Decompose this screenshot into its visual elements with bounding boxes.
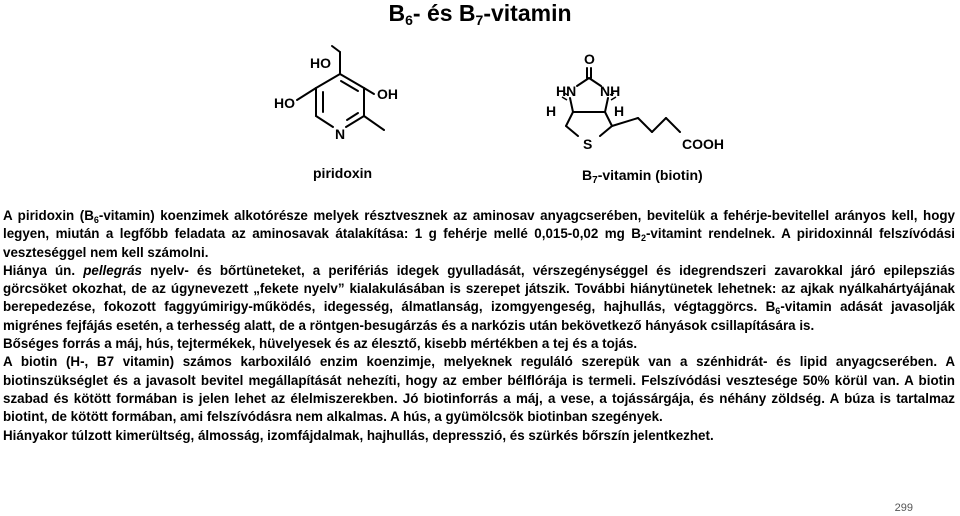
- page-number: 299: [894, 502, 913, 514]
- page-title: $B_6-$ és $B_7$-vitamin: [388, 0, 572, 28]
- biotin-caption: $B_7$-vitamin (biotin): [582, 167, 703, 186]
- pyridoxine-structure: [262, 48, 398, 153]
- paragraph-biotin: A biotin (H-, B7 vitamin) számos karboxiláló enzim koenzimje, melyeknek reguláló szerepük van a szénhidrát- és lipid anyagcserében. A biotinszükséglet és a javasolt bevitel megállapítását nehezíti, hogy az ember bélflórája is termeli. Felszívódási vesztesége 50% körül van. A biotin szabad és kötött formában is jelen lehet az élelmiszerekben. Jó biotinforrás a máj, a vese, a tojássárgája, és néhány zöldség. A búza is tartalmaz biotint, de kötött formában, ami felszívódásra nem alkalmas. A hús, a gyümölcsök biotinban szegények.: [3, 354, 955, 425]
- pyridoxine-atom-top-oh: HO: [310, 55, 331, 71]
- biotin-atom-h-right: H: [614, 103, 625, 119]
- biotin-atom-hn: HN: [556, 83, 577, 99]
- biotin-structure: [538, 48, 748, 158]
- biotin-atom-o: O: [584, 51, 595, 67]
- biotin-atom-nh: NH: [600, 83, 621, 99]
- paragraph-deficiency: Hiánya ún. pellegrás nyelv- és bőrtüneteket, a perifériás idegek gyulladását, vérszegénységgel és idegrendszeri zavarokkal járó epilepsziás görcsöket okozhat, de az úgynevezett „fekete nyelv” kialakulásában is szerepet játszik. További hiánytünetek lehetnek: az ajkak nyálkahártyájának berepedezése, fokozott faggyúmirigy-működés, idegesség, álmatlanság, izomgyengeség, hajhullás, végtaggörcs. $B_6$-vitamin adását javasolják migrénes fejfájás esetén, a terhesség alatt, de a röntgen-besugárzás és a narkózis után bekövetkező hányások csillapítására is.: [3, 262, 956, 333]
- pyridoxine-atom-left-oh: HO: [274, 95, 295, 111]
- pyridoxine-atom-n: N: [335, 126, 346, 142]
- pyridoxine-atom-right-oh: OH: [377, 86, 398, 102]
- biotin-atom-cooh: COOH: [682, 136, 724, 152]
- paragraph-biotin-deficiency: Hiányakor túlzott kimerültség, álmosság, izomfájdalmak, hajhullás, depresszió, és szürkés bőrszín jelentkezhet.: [3, 427, 714, 443]
- paragraph-sources: Bőséges forrás a máj, hús, tejtermékek, hüvelyesek és az élesztő, kisebb mértékben a tej és a tojás.: [3, 336, 638, 352]
- body-text: [3, 207, 955, 445]
- pyridoxine-caption: piridoxin: [313, 165, 373, 181]
- paragraph-pyridoxine: A piridoxin $(B_6-vitamin)$ koenzimek alkotórésze melyek résztvesznek az aminosav anyagcserében, bevitelük a fehérje-bevitellel arányos kell, hogy legyen, miután a legfőbb feladata az aminosavak átalakítása: 1 g fehérje mellé 0,015-0,02 mg $B_2$-vitamint rendelnek. A piridoxinnál felszívódási veszteséggel nem kell számolni.: [3, 208, 956, 260]
- biotin-atom-h-left: H: [546, 103, 557, 119]
- biotin-atom-s: S: [583, 136, 593, 152]
